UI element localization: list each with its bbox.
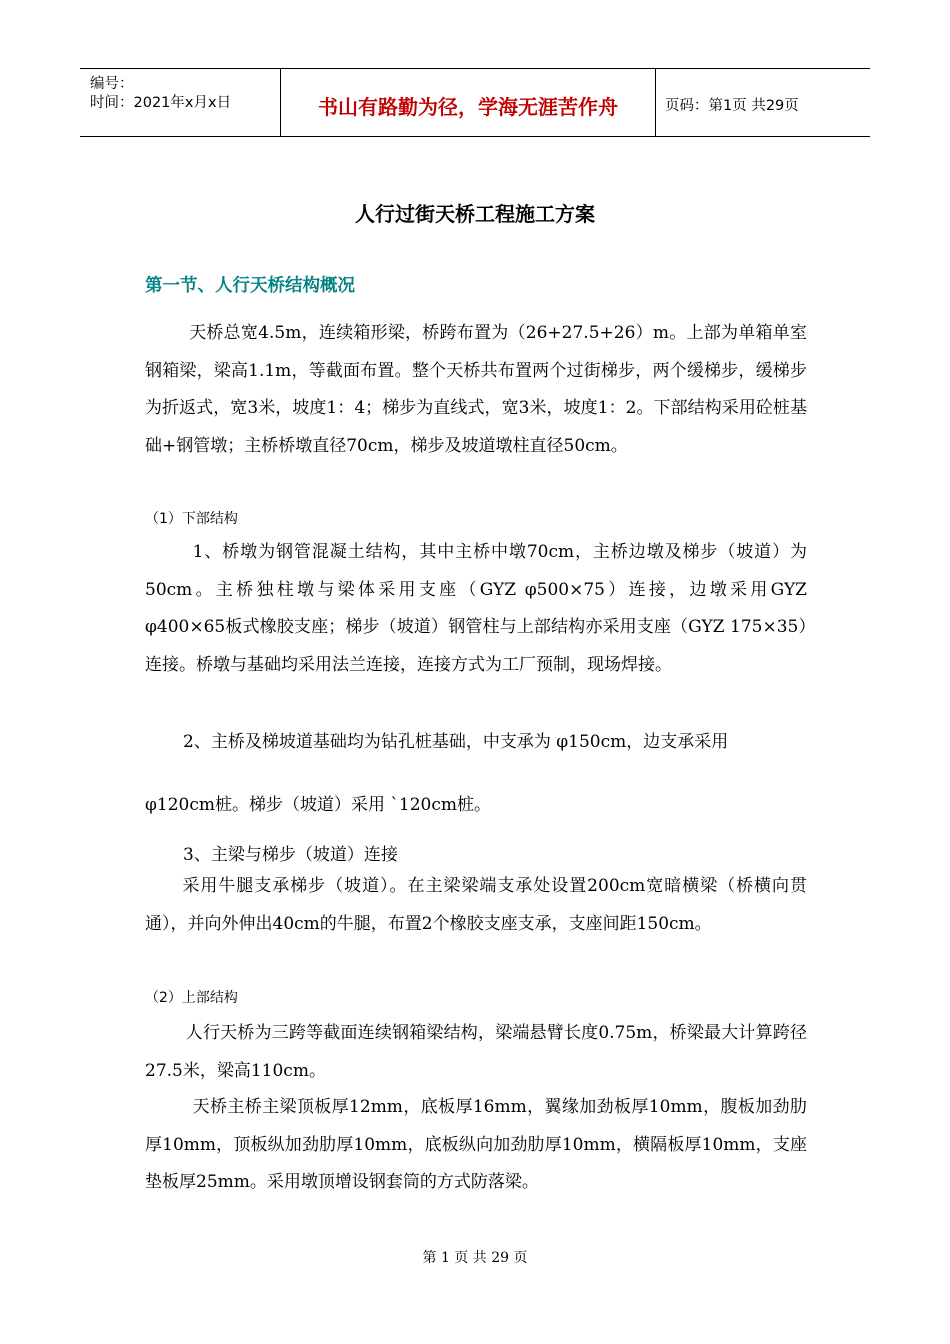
subheading-upper-structure: （2）上部结构 [145,990,238,1006]
paragraph-lower-3: 3、主梁与梯步（坡道）连接 [183,845,398,865]
paragraph-lower-2: 2、主桥及梯坡道基础均为钻孔桩基础，中支承为 φ150cm，边支承采用 [183,732,729,752]
time-label: 时间：2021年x月x日 [90,95,232,111]
document-title: 人行过街天桥工程施工方案 [355,202,595,226]
paragraph-overview: 天桥总宽4.5m，连续箱形梁，桥跨布置为（26+27.5+26）m。上部为单箱单室钢箱梁，梁高1.1m，等截面布置。整个天桥共布置两个过街梯步，两个缓梯步，缓梯步为折返式，宽3米，坡度1：4；梯步为直线式，宽3米，坡度1：2。下部结构采用砼桩基础+钢管墩；主桥桥墩直径70cm，梯步及坡道墩柱直径50cm。 [145,323,807,456]
header-motto-cell [280,69,656,136]
section-heading: 第一节、人行天桥结构概况 [145,276,355,296]
paragraph-lower-3-continued: 采用牛腿支承梯步（坡道）。在主梁梁端支承处设置200cm宽暗横梁（桥横向贯通），并向外伸出40cm的牛腿，布置2个橡胶支座支承，支座间距150cm。 [145,876,807,934]
number-label: 编号： [90,76,134,92]
motto-text: 书山有路勤为径，学海无涯苦作舟 [318,95,618,119]
paragraph-upper-2: 天桥主桥主梁顶板厚12mm，底板厚16mm，翼缘加劲板厚10mm，腹板加劲肋厚10mm，顶板纵加劲肋厚10mm，底板纵向加劲肋厚10mm，横隔板厚10mm，支座垫板厚25mm。采用墩顶增设钢套筒的方式防落梁。 [145,1097,807,1192]
page-info: 页码：第1页 共29页 [665,98,799,114]
subheading-lower-structure: （1）下部结构 [145,511,238,527]
document-header [80,68,870,137]
paragraph-lower-2-continued: φ120cm桩。梯步（坡道）采用 `120cm桩。 [145,795,491,815]
header-page-cell [655,69,870,136]
page-footer: 第 1 页 共 29 页 [422,1250,528,1266]
header-meta-cell [80,69,280,136]
paragraph-lower-1: 1、桥墩为钢管混凝土结构，其中主桥中墩70cm，主桥边墩及梯步（坡道）为50cm。主桥独柱墩与梁体采用支座（GYZ φ500×75）连接，边墩采用GYZ φ400×65板式橡胶支座；梯步（坡道）钢管柱与上部结构亦采用支座（GYZ 175×35）连接。桥墩与基础均采用法兰连接，连接方式为工厂预制，现场焊接。 [145,542,807,675]
paragraph-upper-1: 人行天桥为三跨等截面连续钢箱梁结构，梁端悬臂长度0.75m，桥梁最大计算跨径27.5米，梁高110cm。 [145,1023,807,1081]
